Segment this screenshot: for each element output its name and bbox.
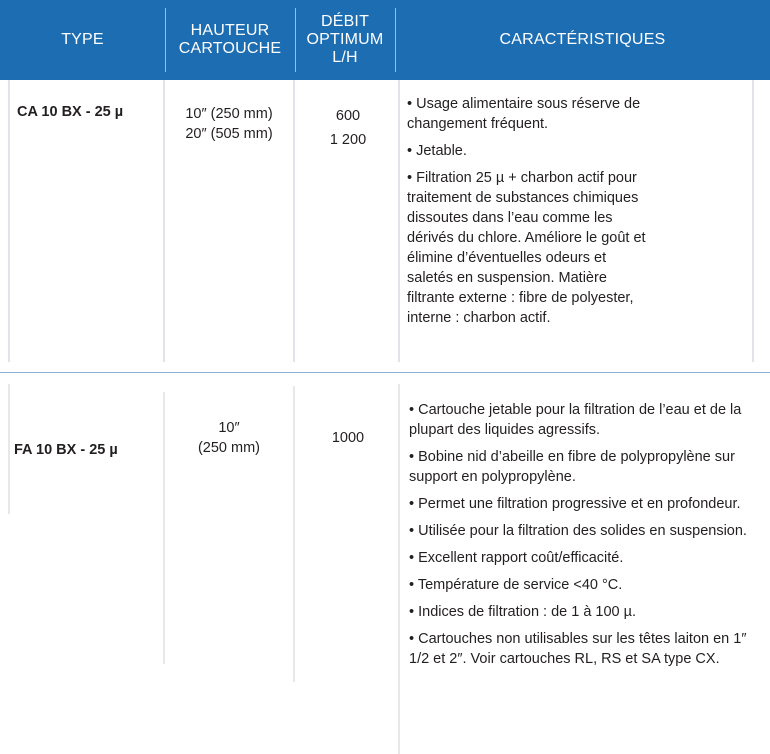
row-2-debit-line-1: 1000 bbox=[331, 430, 365, 446]
column-rule bbox=[752, 80, 754, 362]
row-1-hauteur-line-2: 20″ (505 mm) bbox=[185, 126, 273, 142]
feature-item: • Utilisée pour la filtration des solides en suspension. bbox=[409, 523, 747, 539]
table-header bbox=[0, 0, 770, 80]
feature-item: • Excellent rapport coût/efficacité. bbox=[409, 550, 624, 566]
row-2-type: FA 10 BX - 25 µ bbox=[14, 442, 118, 458]
row-divider bbox=[0, 372, 770, 373]
header-debit bbox=[295, 0, 395, 80]
feature-item: • Filtration 25 µ + charbon actif pour traitement de substances chimiques dissoutes dans l’eau comme les dérivés du chlore. Améliore le goût et élimine d’éventuelles odeurs et saletés en suspension. Matière filtrante externe : fibre de polyester, interne : charbon actif. bbox=[407, 170, 646, 326]
row-2-debit bbox=[298, 428, 398, 448]
column-rule bbox=[398, 80, 400, 362]
row-1-hauteur-line-1: 10″ (250 mm) bbox=[185, 106, 273, 122]
feature-item: • Usage alimentaire sous réserve de changement fréquent. bbox=[407, 96, 641, 132]
header-debit-line-1: DÉBIT bbox=[320, 13, 370, 30]
row-1-debit-line-1: 600 bbox=[335, 108, 361, 124]
header-hauteur-line-1: HAUTEUR bbox=[190, 22, 270, 39]
header-hauteur bbox=[165, 0, 295, 80]
feature-item: • Cartouche jetable pour la filtration de l’eau et de la plupart des liquides agressifs. bbox=[409, 402, 742, 438]
header-type bbox=[0, 0, 165, 80]
header-debit-line-2: OPTIMUM bbox=[306, 31, 384, 48]
feature-item: • Permet une filtration progressive et en profondeur. bbox=[409, 496, 741, 512]
feature-item: • Bobine nid d’abeille en fibre de polypropylène sur support en polypropylène. bbox=[409, 449, 735, 485]
row-1-type: CA 10 BX - 25 µ bbox=[17, 104, 124, 120]
column-rule bbox=[398, 384, 400, 754]
row-2-features bbox=[409, 400, 754, 676]
column-rule bbox=[8, 80, 10, 362]
feature-item: • Température de service <40 °C. bbox=[409, 577, 623, 593]
header-type-label: TYPE bbox=[61, 31, 104, 48]
row-2-hauteur-line-1: 10″ bbox=[218, 420, 240, 436]
header-debit-line-3: L/H bbox=[332, 49, 358, 66]
header-caracteristiques bbox=[395, 0, 770, 80]
row-1-debit-line-2: 1 200 bbox=[329, 132, 367, 148]
row-1-hauteur bbox=[163, 104, 295, 144]
feature-item: • Indices de filtration : de 1 à 100 µ. bbox=[409, 604, 637, 620]
column-rule bbox=[8, 384, 10, 514]
row-1-debit bbox=[298, 104, 398, 152]
feature-item: • Jetable. bbox=[407, 143, 467, 159]
header-hauteur-line-2: CARTOUCHE bbox=[178, 40, 282, 57]
header-caracteristiques-label: CARACTÉRISTIQUES bbox=[499, 31, 666, 48]
row-2-hauteur-line-2: (250 mm) bbox=[197, 440, 261, 456]
row-1-features bbox=[407, 94, 647, 335]
feature-item: • Cartouches non utilisables sur les têtes laiton en 1″ 1/2 et 2″. Voir cartouches RL, RS et SA type CX. bbox=[409, 631, 747, 667]
row-2-hauteur bbox=[163, 418, 295, 458]
